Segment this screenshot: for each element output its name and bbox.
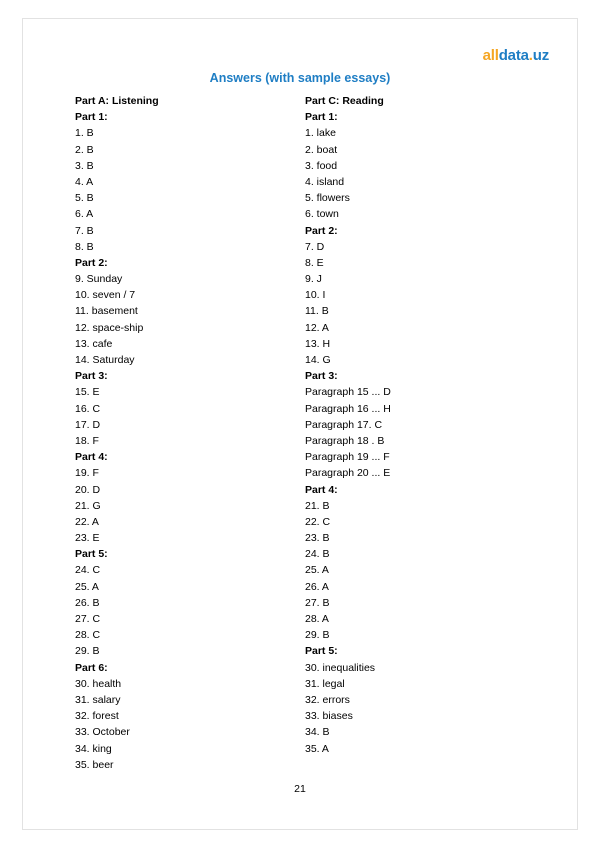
answer-line: Paragraph 20 ... E [305, 467, 391, 480]
answer-columns [23, 93, 577, 783]
answer-line: 18. F [75, 434, 99, 447]
answer-line: 21. B [305, 499, 330, 512]
answer-section-heading: Part 2: [75, 256, 108, 269]
answer-section-heading: Part 2: [305, 224, 338, 237]
answer-line: 15. E [75, 386, 100, 399]
answer-section-heading: Part 4: [305, 483, 338, 496]
answer-line: 23. B [305, 532, 330, 545]
answer-line: 32. forest [75, 710, 119, 723]
answer-section-heading: Part 5: [305, 645, 338, 658]
answer-line: 7. B [75, 224, 94, 237]
answer-line: 4. island [305, 175, 345, 188]
page-number: 21 [294, 783, 306, 795]
answer-line: 5. B [75, 192, 94, 205]
answer-line: 7. D [305, 240, 325, 253]
answer-line: 16. C [75, 402, 101, 415]
answer-line: 11. B [305, 305, 329, 318]
answer-line: 25. A [305, 564, 329, 577]
answer-line: 6. town [305, 208, 339, 221]
listening-answers-column [75, 93, 295, 773]
answer-line: 6. A [75, 208, 94, 221]
answer-line: 2. B [75, 143, 94, 156]
answer-line: Paragraph 17. C [305, 418, 383, 431]
answer-line: 24. C [75, 564, 101, 577]
answer-line: 3. B [75, 159, 94, 172]
document-page [22, 18, 578, 830]
answer-line: Paragraph 16 ... H [305, 402, 391, 415]
answer-line: 12. space-ship [75, 321, 144, 334]
answer-line: 9. J [305, 273, 322, 286]
answer-line: 25. A [75, 580, 99, 593]
answer-line: 23. E [75, 532, 100, 545]
answer-line: 10. seven / 7 [75, 289, 136, 302]
logo-text-dot: . [528, 47, 533, 64]
answer-line: 11. basement [75, 305, 138, 318]
answer-line: 32. errors [305, 693, 350, 706]
answer-line: 14. G [305, 354, 331, 366]
answer-line: 19. F [75, 467, 99, 480]
answer-line: 22. A [75, 515, 99, 528]
answer-line: 1. lake [305, 127, 336, 140]
answer-line: Paragraph 19 ... F [305, 451, 390, 464]
page-title: Answers (with sample essays) [209, 71, 391, 85]
answer-line: 31. legal [305, 677, 345, 690]
answer-line: 20. D [75, 483, 101, 496]
answer-line: 31. salary [75, 693, 121, 706]
answer-line: 26. A [305, 580, 329, 593]
answer-line: 5. flowers [305, 192, 350, 205]
answer-line: 24. B [305, 548, 330, 561]
answer-line: 3. food [305, 159, 338, 172]
answer-line: 27. B [305, 596, 330, 609]
answer-section-heading: Part C: Reading [305, 95, 384, 107]
reading-answers-column [305, 93, 535, 757]
logo-text-data: data [498, 47, 529, 64]
site-logo [483, 47, 549, 64]
answer-section-heading: Part 1: [75, 111, 108, 124]
answer-line: 35. beer [75, 758, 114, 771]
answer-line: 9. Sunday [75, 273, 123, 286]
answer-line: 26. B [75, 596, 100, 609]
answer-line: 29. B [75, 645, 100, 658]
answer-line: 35. A [305, 742, 329, 755]
answer-line: 8. B [75, 240, 94, 253]
answer-line: 1. B [75, 127, 94, 140]
answer-line: 29. B [305, 629, 330, 642]
answer-line: 13. cafe [75, 337, 113, 350]
answer-line: 28. C [75, 629, 101, 642]
answer-line: 34. king [75, 742, 112, 755]
answer-line: 21. G [75, 499, 101, 512]
answer-section-heading: Part 6: [75, 661, 108, 674]
answer-section-heading: Part 3: [75, 370, 108, 383]
answer-line: 14. Saturday [75, 354, 135, 366]
answer-line: Paragraph 15 ... D [305, 386, 391, 399]
answer-line: 8. E [305, 256, 324, 269]
answer-line: Paragraph 18 . B [305, 434, 385, 447]
answer-line: 34. B [305, 726, 330, 739]
answer-section-heading: Part 4: [75, 451, 108, 464]
answer-line: 33. biases [305, 710, 353, 723]
answer-line: 33. October [75, 726, 130, 739]
answer-line: 13. H [305, 337, 331, 350]
answer-line: 12. A [305, 321, 329, 334]
answer-line: 30. health [75, 677, 122, 690]
answer-section-heading: Part 3: [305, 370, 338, 383]
answer-line: 2. boat [305, 143, 338, 156]
answer-line: 17. D [75, 418, 101, 431]
answer-section-heading: Part 1: [305, 111, 338, 124]
answer-line: 10. I [305, 289, 326, 302]
answer-line: 27. C [75, 613, 101, 625]
logo-text-uz: uz [532, 47, 549, 64]
answer-section-heading: Part A: Listening [75, 95, 159, 107]
answer-line: 30. inequalities [305, 661, 376, 674]
answer-section-heading: Part 5: [75, 548, 108, 561]
logo-text-all: all [482, 47, 499, 64]
answer-line: 22. C [305, 515, 331, 528]
answer-line: 4. A [75, 175, 94, 188]
answer-line: 28. A [305, 613, 329, 625]
